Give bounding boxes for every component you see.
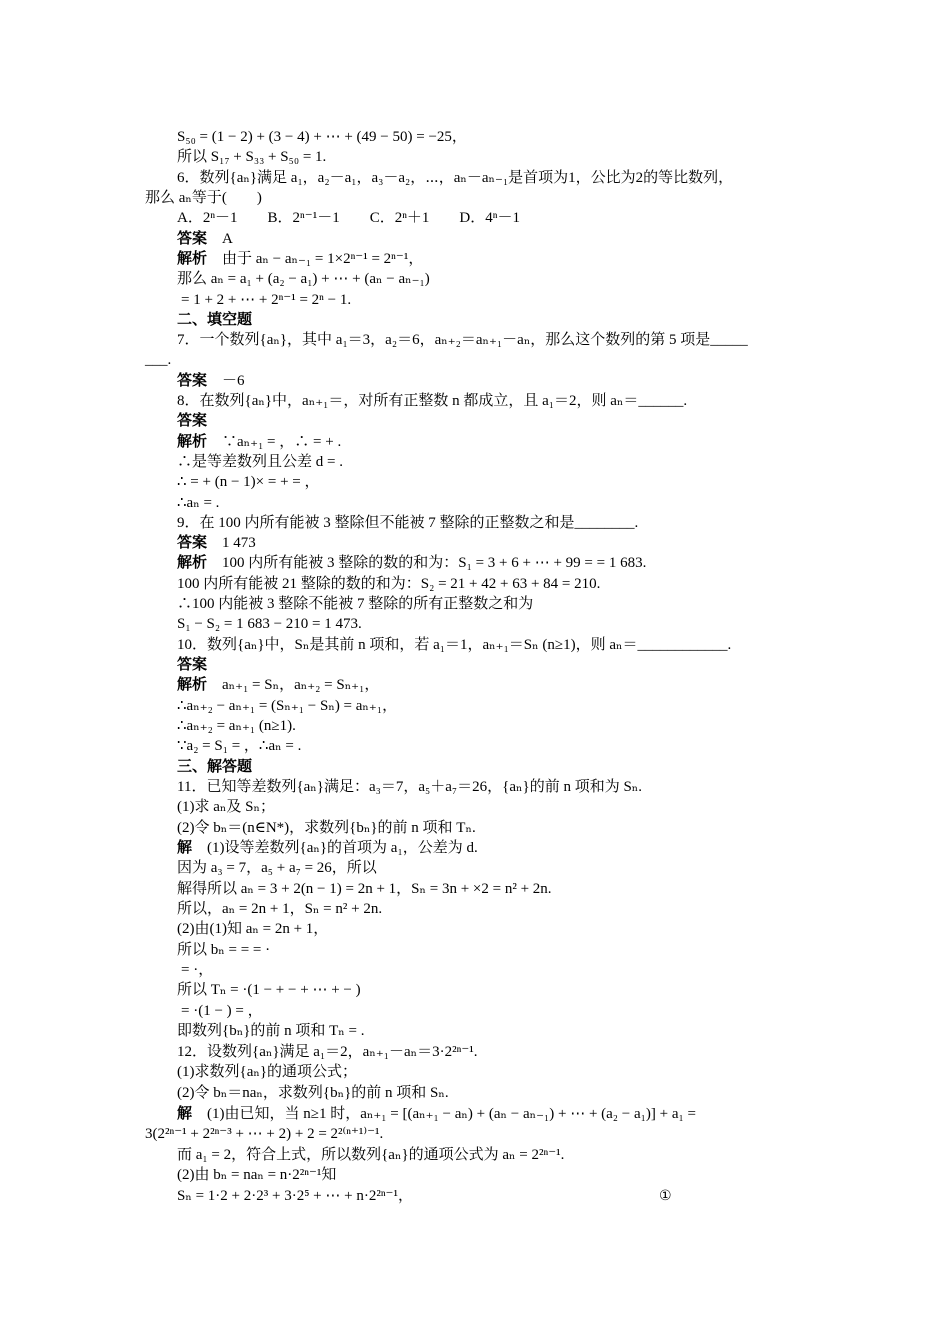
analysis-line: 解析 ∵aₙ₊₁ = ，∴ = + . [177,434,342,450]
text-line: 所以 Tₙ = ·(1 − + − + ⋯ + − ) [177,982,361,998]
text-line: 所以，aₙ = 2n + 1，Sₙ = n² + 2n. [177,901,383,917]
text-line: ∴aₙ = . [177,495,220,511]
text-line: S₁ − S₂ = 1 683 − 210 = 1 473. [177,616,362,632]
answer-line: 答案 －6 [177,373,245,389]
question-11: 11．已知等差数列{aₙ}满足：a₃＝7，a₅＋a₇＝26，{aₙ}的前 n 项和为 Sₙ. [177,779,643,795]
text-line: (2)由(1)知 aₙ = 2n + 1， [177,921,329,937]
text-line: 100 内所有能被 21 整除的数的和为：S₂ = 21 + 42 + 63 + 84 = 210. [177,576,601,592]
text-line: (1)求 aₙ及 Sₙ； [177,799,275,815]
analysis-line: 解析 由于 aₙ − aₙ₋₁ = 1×2ⁿ⁻¹ = 2ⁿ⁻¹， [177,251,424,267]
text-line: ∴是等差数列且公差 d = . [177,454,343,470]
text-line: ∴100 内能被 3 整除不能被 7 整除的所有正整数之和为 [177,596,534,612]
text-line: (2)由 bₙ = naₙ = n·2²ⁿ⁻¹知 [177,1167,337,1183]
answer-line: 答案 1 473 [177,535,256,551]
text-line: Sₙ = 1·2 + 2·2³ + 3·2⁵ + ⋯ + n·2²ⁿ⁻¹， [177,1188,413,1204]
analysis-line: 解析 aₙ₊₁ = Sₙ，aₙ₊₂ = Sₙ₊₁， [177,677,380,693]
text-line: = ·(1 − ) = ， [181,1003,263,1019]
text-line: 那么 aₙ = a₁ + (a₂ − a₁) + ⋯ + (aₙ − aₙ₋₁) [177,271,430,287]
answer-label: 答案 [177,413,208,429]
text-line: 所以 S₁₇ + S₃₃ + S₅₀ = 1. [177,149,327,165]
text-line: ∴aₙ₊₂ = aₙ₊₁ (n≥1). [177,718,296,734]
section-heading: 二、填空题 [177,312,253,328]
text-line: 即数列{bₙ}的前 n 项和 Tₙ = . [177,1023,365,1039]
text-line: 那么 aₙ等于( ) [145,190,262,206]
question-10: 10．数列{aₙ}中，Sₙ是其前 n 项和，若 a₁＝1，aₙ₊₁＝Sₙ (n≥1)，则 aₙ＝____________. [177,637,732,653]
text-line: 3(2²ⁿ⁻¹ + 2²ⁿ⁻³ + ⋯ + 2) + 2 = 2²⁽ⁿ⁺¹⁾⁻¹. [145,1126,384,1142]
text-line: = 1 + 2 + ⋯ + 2ⁿ⁻¹ = 2ⁿ − 1. [181,292,352,308]
question-12: 12．设数列{aₙ}满足 a₁＝2，aₙ₊₁－aₙ＝3·2²ⁿ⁻¹. [177,1044,478,1060]
analysis-line: 解析 100 内所有能被 3 整除的数的和为：S₁ = 3 + 6 + ⋯ + 99 = = 1 683. [177,555,647,571]
text-line: ∴ = + (n − 1)× = + = ， [177,474,320,490]
text-line: ∴aₙ₊₂ − aₙ₊₁ = (Sₙ₊₁ − Sₙ) = aₙ₊₁， [177,698,398,714]
text-line: 因为 a₃ = 7，a₅ + a₇ = 26，所以 [177,860,377,876]
text-line: (1)求数列{aₙ}的通项公式； [177,1064,358,1080]
question-8: 8．在数列{aₙ}中，aₙ₊₁＝，对所有正整数 n 都成立，且 a₁＝2，则 aₙ＝______. [177,393,688,409]
text-line: S₅₀ = (1 − 2) + (3 − 4) + ⋯ + (49 − 50) = −25， [177,129,467,145]
question-7: 7．一个数列{aₙ}，其中 a₁＝3，a₂＝6，aₙ₊₂＝aₙ₊₁－aₙ，那么这个数列的第 5 项是_____ [177,332,748,348]
text-line: (2)令 bₙ＝(n∈N*)，求数列{bₙ}的前 n 项和 Tₙ. [177,820,476,836]
solution-line: 解 (1)由已知，当 n≥1 时，aₙ₊₁ = [(aₙ₊₁ − aₙ) + (aₙ − aₙ₋₁) + ⋯ + (a₂ − a₁)] + a₁ = [177,1106,696,1122]
equation-number: ① [659,1188,672,1204]
question-9: 9．在 100 内所有能被 3 整除但不能被 7 整除的正整数之和是________. [177,515,639,531]
question-6: 6．数列{aₙ}满足 a₁，a₂－a₁，a₃－a₂，⋯，aₙ－aₙ₋₁是首项为1，公比为2的等比数列， [177,170,734,186]
text-line: ∵a₂ = S₁ = ，∴aₙ = . [177,738,302,754]
text-line: 而 a₁ = 2，符合上式，所以数列{aₙ}的通项公式为 aₙ = 2²ⁿ⁻¹. [177,1147,565,1163]
text-line: 所以 bₙ = = = · [177,942,271,958]
solution-line: 解 (1)设等差数列{aₙ}的首项为 a₁，公差为 d. [177,840,478,856]
text-line: 解得所以 aₙ = 3 + 2(n − 1) = 2n + 1，Sₙ = 3n + ×2 = n² + 2n. [177,881,552,897]
answer-options: A．2ⁿ－1 B．2ⁿ⁻¹－1 C．2ⁿ＋1 D．4ⁿ－1 [177,210,520,226]
text-line: = ·， [181,962,214,978]
answer-line: 答案 A [177,231,233,247]
text-line: ___. [145,352,172,368]
section-heading: 三、解答题 [177,759,253,775]
text-line: (2)令 bₙ＝naₙ，求数列{bₙ}的前 n 项和 Sₙ. [177,1085,449,1101]
answer-label: 答案 [177,657,208,673]
